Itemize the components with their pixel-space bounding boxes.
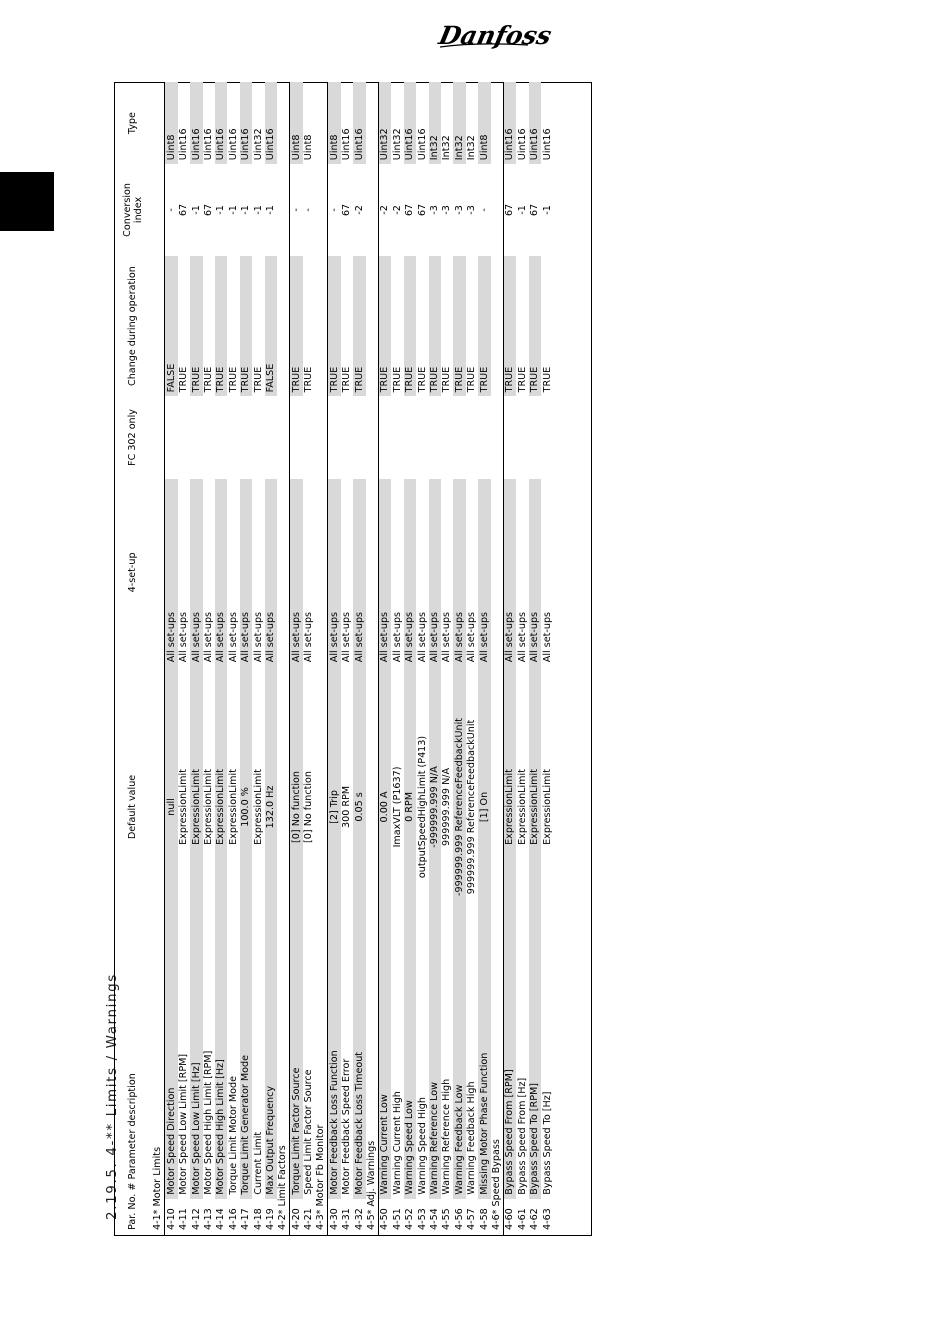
- table-header-row: [114, 82, 152, 1236]
- description-cell: Motor Speed High Limit [RPM]: [202, 1050, 214, 1195]
- change-cell: TRUE: [391, 366, 403, 393]
- par-no-cell: 4-30: [328, 1208, 340, 1230]
- setup-cell: All set-ups: [341, 611, 353, 663]
- header-description: Parameter description: [127, 1073, 139, 1180]
- change-cell: TRUE: [516, 366, 528, 393]
- par-no-cell: 4-63: [541, 1208, 553, 1230]
- conversion-cell: -: [290, 208, 302, 212]
- fc302-cell: [328, 396, 341, 478]
- type-cell: Uint8: [478, 82, 490, 164]
- table-row: [303, 82, 315, 1236]
- description-cell: Torque Limit Generator Mode: [240, 948, 252, 1199]
- default-value-cell: ExpressionLimit: [541, 769, 553, 845]
- change-cell: TRUE: [252, 366, 264, 393]
- table-row: [404, 82, 416, 1236]
- description-cell: Motor Speed Low Limit [RPM]: [178, 1053, 190, 1195]
- par-no-cell: 4-16: [227, 1208, 239, 1230]
- fc302-cell: [516, 396, 528, 478]
- header-conversion-index: Conversion index: [121, 183, 144, 237]
- change-cell: TRUE: [429, 256, 441, 397]
- type-cell: Uint16: [516, 128, 528, 161]
- description-cell: Bypass Speed To [Hz]: [541, 1091, 553, 1195]
- table-row: [441, 82, 453, 1236]
- header-par-no-description: [114, 948, 152, 1236]
- par-no-cell: 4-17: [240, 1208, 252, 1230]
- default-value-cell: ExpressionLimit: [503, 666, 516, 948]
- table-row: [353, 82, 365, 1236]
- parameter-table: [114, 82, 554, 1236]
- header-change-during-operation: Change during operation: [127, 266, 139, 386]
- conversion-cell: -: [478, 208, 490, 212]
- default-value-cell: ExpressionLimit: [516, 769, 528, 845]
- type-cell: Uint16: [215, 82, 227, 164]
- fc302-cell: [404, 396, 416, 478]
- par-no-cell: 4-56: [453, 1208, 465, 1230]
- group-header-row: [152, 82, 165, 1236]
- change-cell: FALSE: [165, 256, 178, 397]
- type-cell: Uint16: [503, 82, 516, 164]
- table-row: [453, 82, 465, 1236]
- table-row: [478, 82, 490, 1236]
- default-value-cell: ExpressionLimit: [178, 769, 190, 845]
- table-row: [227, 82, 239, 1236]
- default-value-cell: 0.00 A: [379, 666, 392, 948]
- conversion-cell: 67: [202, 203, 214, 217]
- fc302-cell: [165, 396, 178, 478]
- conversion-cell: -1: [264, 205, 276, 215]
- type-cell: Uint16: [190, 82, 202, 164]
- setup-cell: All set-ups: [240, 479, 252, 667]
- change-cell: TRUE: [328, 256, 341, 397]
- type-cell: Uint16: [227, 128, 239, 161]
- type-cell: Uint16: [404, 82, 416, 164]
- setup-cell: All set-ups: [202, 611, 214, 663]
- header-fc302: FC 302 only: [127, 409, 139, 466]
- conversion-cell: -2: [391, 205, 403, 215]
- change-cell: TRUE: [441, 366, 453, 393]
- fc302-cell: [353, 396, 365, 478]
- type-cell: Int32: [466, 135, 478, 161]
- description-cell: Speed Limit Factor Source: [303, 1069, 315, 1195]
- description-cell: Motor Speed Direction: [165, 948, 178, 1199]
- default-value-cell: null: [165, 666, 178, 948]
- setup-cell: All set-ups: [391, 611, 403, 663]
- fc302-cell: [529, 396, 541, 478]
- conversion-cell: -1: [215, 205, 227, 215]
- fc302-cell: [303, 396, 315, 478]
- type-cell: Uint8: [303, 134, 315, 161]
- description-cell: Motor Feedback Loss Function: [328, 948, 341, 1199]
- change-cell: TRUE: [478, 256, 490, 397]
- fc302-cell: [203, 396, 215, 478]
- conversion-cell: -1: [240, 205, 252, 215]
- par-no-cell: 4-12: [190, 1208, 202, 1230]
- setup-cell: All set-ups: [165, 479, 178, 667]
- table-row: [416, 82, 428, 1236]
- type-cell: Uint16: [202, 128, 214, 161]
- change-cell: TRUE: [416, 366, 428, 393]
- default-value-cell: -999999.999 N/A: [429, 666, 441, 948]
- default-value-cell: 300 RPM: [341, 785, 353, 829]
- setup-cell: All set-ups: [252, 611, 264, 663]
- setup-cell: All set-ups: [441, 611, 453, 663]
- conversion-cell: -2: [353, 205, 365, 215]
- setup-cell: All set-ups: [303, 611, 315, 663]
- table-row: [178, 82, 190, 1236]
- setup-cell: All set-ups: [453, 479, 465, 667]
- conversion-cell: -: [303, 208, 315, 212]
- description-cell: Warning Speed High: [416, 1097, 428, 1195]
- conversion-cell: 67: [404, 203, 416, 217]
- section-title: 2.19.5. 4-** Limits / Warnings: [104, 973, 120, 1220]
- par-no-cell: 4-60: [504, 1208, 516, 1230]
- type-cell: Uint16: [265, 82, 277, 164]
- conversion-cell: 67: [416, 203, 428, 217]
- par-no-cell: 4-57: [466, 1208, 478, 1230]
- par-no-cell: 4-53: [416, 1208, 428, 1230]
- change-cell: TRUE: [466, 366, 478, 393]
- conversion-cell: -1: [252, 205, 264, 215]
- table-row: [265, 82, 277, 1236]
- fc302-cell: [541, 396, 553, 478]
- par-no-cell: 4-10: [165, 1208, 177, 1230]
- conversion-cell: -3: [453, 205, 465, 215]
- par-no-cell: 4-58: [478, 1208, 490, 1230]
- table-row: [203, 82, 215, 1236]
- fc302-cell: [416, 396, 428, 478]
- par-no-cell: 4-20: [290, 1208, 302, 1230]
- setup-cell: All set-ups: [541, 611, 553, 663]
- conversion-cell: -: [328, 208, 340, 212]
- table-row: [379, 82, 392, 1236]
- conversion-cell: -1: [516, 205, 528, 215]
- setup-cell: All set-ups: [503, 479, 516, 667]
- fc302-cell: [240, 396, 252, 478]
- default-value-cell: [0] No function: [290, 666, 303, 948]
- type-cell: Uint16: [178, 128, 190, 161]
- par-no-cell: 4-14: [215, 1208, 227, 1230]
- default-value-cell: ImaxVLT (P1637): [391, 766, 403, 848]
- type-cell: Uint32: [252, 128, 264, 161]
- default-value-cell: ExpressionLimit: [190, 666, 202, 948]
- description-cell: Motor Feedback Loss Timeout: [353, 948, 365, 1199]
- type-cell: Uint16: [416, 128, 428, 161]
- description-cell: Warning Feedback High: [466, 1081, 478, 1195]
- default-value-cell: [2] Trip: [328, 666, 341, 948]
- fc302-cell: [190, 396, 202, 478]
- fc302-cell: [441, 396, 453, 478]
- default-value-cell: 132.0 Hz: [265, 666, 277, 948]
- change-cell: TRUE: [202, 366, 214, 393]
- table-row: [252, 82, 264, 1236]
- change-cell: TRUE: [353, 256, 365, 397]
- description-cell: Missing Motor Phase Function: [478, 948, 490, 1199]
- conversion-cell: 67: [178, 203, 190, 217]
- type-cell: Uint16: [353, 82, 365, 164]
- conversion-cell: 67: [341, 203, 353, 217]
- conversion-cell: 67: [529, 203, 541, 217]
- description-cell: Warning Reference High: [441, 1078, 453, 1195]
- header-default-value: Default value: [127, 774, 139, 840]
- table-row: [215, 82, 227, 1236]
- change-cell: TRUE: [215, 256, 227, 397]
- default-value-cell: 999999.999 ReferenceFeedbackUnit: [466, 719, 478, 895]
- danfoss-logo: [436, 14, 555, 54]
- setup-cell: All set-ups: [353, 479, 365, 667]
- change-cell: FALSE: [265, 256, 277, 397]
- group-label: 4-5* Adj. Warnings: [366, 82, 379, 1236]
- conversion-cell: -1: [227, 205, 239, 215]
- table-row: [541, 82, 553, 1236]
- group-header-row: [366, 82, 379, 1236]
- setup-cell: All set-ups: [227, 611, 239, 663]
- fc302-cell: [503, 396, 516, 478]
- header-type: Type: [127, 112, 139, 135]
- fc302-cell: [178, 396, 190, 478]
- change-cell: TRUE: [290, 256, 303, 397]
- change-cell: TRUE: [503, 256, 516, 397]
- fc302-cell: [215, 396, 227, 478]
- default-value-cell: outputSpeedHighLimit (P413): [416, 735, 428, 879]
- fc302-cell: [391, 396, 403, 478]
- type-cell: Int32: [441, 135, 453, 161]
- par-no-cell: 4-50: [379, 1208, 391, 1230]
- group-label: 4-6* Speed Bypass: [491, 82, 504, 1236]
- default-value-cell: [0] No function: [303, 771, 315, 843]
- par-no-cell: 4-31: [341, 1208, 353, 1230]
- setup-cell: All set-ups: [416, 611, 428, 663]
- default-value-cell: ExpressionLimit: [252, 769, 264, 845]
- fc302-cell: [478, 396, 490, 478]
- group-label: 4-1* Motor Limits: [152, 82, 165, 1236]
- par-no-cell: 4-32: [353, 1208, 365, 1230]
- setup-cell: All set-ups: [516, 611, 528, 663]
- change-cell: TRUE: [178, 366, 190, 393]
- conversion-cell: -3: [441, 205, 453, 215]
- fc302-cell: [265, 396, 277, 478]
- chapter-tab-marker: [0, 172, 54, 231]
- description-cell: Current Limit: [252, 1131, 264, 1195]
- par-no-cell: 4-19: [264, 1208, 276, 1230]
- type-cell: Uint16: [341, 128, 353, 161]
- group-header-row: [277, 82, 290, 1236]
- fc302-cell: [379, 396, 392, 478]
- default-value-cell: 0 RPM: [404, 666, 416, 948]
- table-row: [466, 82, 478, 1236]
- table-row: [391, 82, 403, 1236]
- change-cell: TRUE: [240, 256, 252, 397]
- description-cell: Warning Speed Low: [404, 948, 416, 1199]
- change-cell: TRUE: [541, 366, 553, 393]
- default-value-cell: 0.05 s: [353, 666, 365, 948]
- table-row: [516, 82, 528, 1236]
- fc302-cell: [227, 396, 239, 478]
- default-value-cell: [1] On: [478, 666, 490, 948]
- conversion-cell: -: [165, 208, 177, 212]
- default-value-cell: ExpressionLimit: [227, 769, 239, 845]
- group-header-row: [491, 82, 504, 1236]
- type-cell: Int32: [429, 82, 441, 164]
- table-row: [503, 82, 516, 1236]
- description-cell: Motor Speed Low Limit [Hz]: [190, 948, 202, 1199]
- change-cell: TRUE: [529, 256, 541, 397]
- setup-cell: All set-ups: [379, 479, 392, 667]
- description-cell: Torque Limit Factor Source: [290, 948, 303, 1199]
- description-cell: Torque Limit Motor Mode: [227, 1075, 239, 1195]
- setup-cell: All set-ups: [215, 479, 227, 667]
- type-cell: Uint8: [290, 82, 303, 164]
- default-value-cell: -999999.999 ReferenceFeedbackUnit: [453, 666, 465, 948]
- description-cell: Warning Feedback Low: [453, 948, 465, 1199]
- conversion-cell: -2: [379, 205, 391, 215]
- par-no-cell: 4-61: [516, 1208, 528, 1230]
- change-cell: TRUE: [379, 256, 392, 397]
- setup-cell: All set-ups: [190, 479, 202, 667]
- description-cell: Bypass Speed From [RPM]: [503, 948, 516, 1199]
- setup-cell: All set-ups: [265, 479, 277, 667]
- change-cell: TRUE: [303, 366, 315, 393]
- conversion-cell: -1: [541, 205, 553, 215]
- table-row: [328, 82, 341, 1236]
- group-header-row: [315, 82, 328, 1236]
- par-no-cell: 4-52: [404, 1208, 416, 1230]
- conversion-cell: -3: [428, 205, 440, 215]
- fc302-cell: [290, 396, 303, 478]
- type-cell: Uint8: [165, 82, 178, 164]
- par-no-cell: 4-54: [428, 1208, 440, 1230]
- group-label: 4-2* Limit Factors: [277, 82, 290, 1236]
- description-cell: Warning Reference Low: [429, 948, 441, 1199]
- table-row: [529, 82, 541, 1236]
- svg-text:Danfoss: Danfoss: [436, 20, 555, 50]
- fc302-cell: [429, 396, 441, 478]
- type-cell: Uint16: [541, 128, 553, 161]
- setup-cell: All set-ups: [404, 479, 416, 667]
- table-row: [240, 82, 252, 1236]
- description-cell: Max Output Frequency: [265, 948, 277, 1199]
- change-cell: TRUE: [190, 256, 202, 397]
- setup-cell: All set-ups: [328, 479, 341, 667]
- type-cell: Int32: [453, 82, 465, 164]
- table-body: [152, 82, 554, 1236]
- group-label: 4-3* Motor Fb Monitor: [315, 82, 328, 1236]
- default-value-cell: 100.0 %: [240, 666, 252, 948]
- setup-cell: All set-ups: [290, 479, 303, 667]
- default-value-cell: 999999.999 N/A: [441, 767, 453, 846]
- conversion-cell: -1: [190, 205, 202, 215]
- description-cell: Motor Feedback Speed Error: [341, 1058, 353, 1195]
- fc302-cell: [252, 396, 264, 478]
- fc302-cell: [341, 396, 353, 478]
- change-cell: TRUE: [227, 366, 239, 393]
- description-cell: Motor Speed High Limit [Hz]: [215, 948, 227, 1199]
- fc302-cell: [466, 396, 478, 478]
- conversion-cell: 67: [504, 203, 516, 217]
- setup-cell: All set-ups: [466, 611, 478, 663]
- par-no-cell: 4-11: [178, 1208, 190, 1230]
- header-setup: 4-set-up: [127, 552, 139, 593]
- description-cell: Bypass Speed To [RPM]: [529, 948, 541, 1199]
- parameter-table-container: [114, 82, 592, 1236]
- par-no-cell: 4-13: [202, 1208, 214, 1230]
- type-cell: Uint16: [240, 82, 252, 164]
- table-row: [341, 82, 353, 1236]
- type-cell: Uint32: [391, 128, 403, 161]
- setup-cell: All set-ups: [529, 479, 541, 667]
- par-no-cell: 4-18: [252, 1208, 264, 1230]
- description-cell: Warning Current Low: [379, 948, 392, 1199]
- par-no-cell: 4-51: [391, 1208, 403, 1230]
- table-row: [290, 82, 303, 1236]
- par-no-cell: 4-62: [529, 1208, 541, 1230]
- description-cell: Bypass Speed From [Hz]: [516, 1077, 528, 1195]
- table-row: [429, 82, 441, 1236]
- setup-cell: All set-ups: [178, 611, 190, 663]
- default-value-cell: ExpressionLimit: [215, 666, 227, 948]
- header-par-no: Par. No. #: [127, 1182, 139, 1230]
- type-cell: Uint16: [529, 82, 541, 164]
- table-row: [190, 82, 202, 1236]
- default-value-cell: ExpressionLimit: [202, 769, 214, 845]
- default-value-cell: ExpressionLimit: [529, 666, 541, 948]
- type-cell: Uint32: [379, 82, 392, 164]
- fc302-cell: [453, 396, 465, 478]
- change-cell: TRUE: [341, 366, 353, 393]
- par-no-cell: 4-55: [441, 1208, 453, 1230]
- table-row: [165, 82, 178, 1236]
- change-cell: TRUE: [453, 256, 465, 397]
- conversion-cell: -3: [466, 205, 478, 215]
- setup-cell: All set-ups: [478, 479, 490, 667]
- type-cell: Uint8: [328, 82, 341, 164]
- change-cell: TRUE: [404, 256, 416, 397]
- setup-cell: All set-ups: [429, 479, 441, 667]
- par-no-cell: 4-21: [303, 1208, 315, 1230]
- description-cell: Warning Current High: [391, 1091, 403, 1195]
